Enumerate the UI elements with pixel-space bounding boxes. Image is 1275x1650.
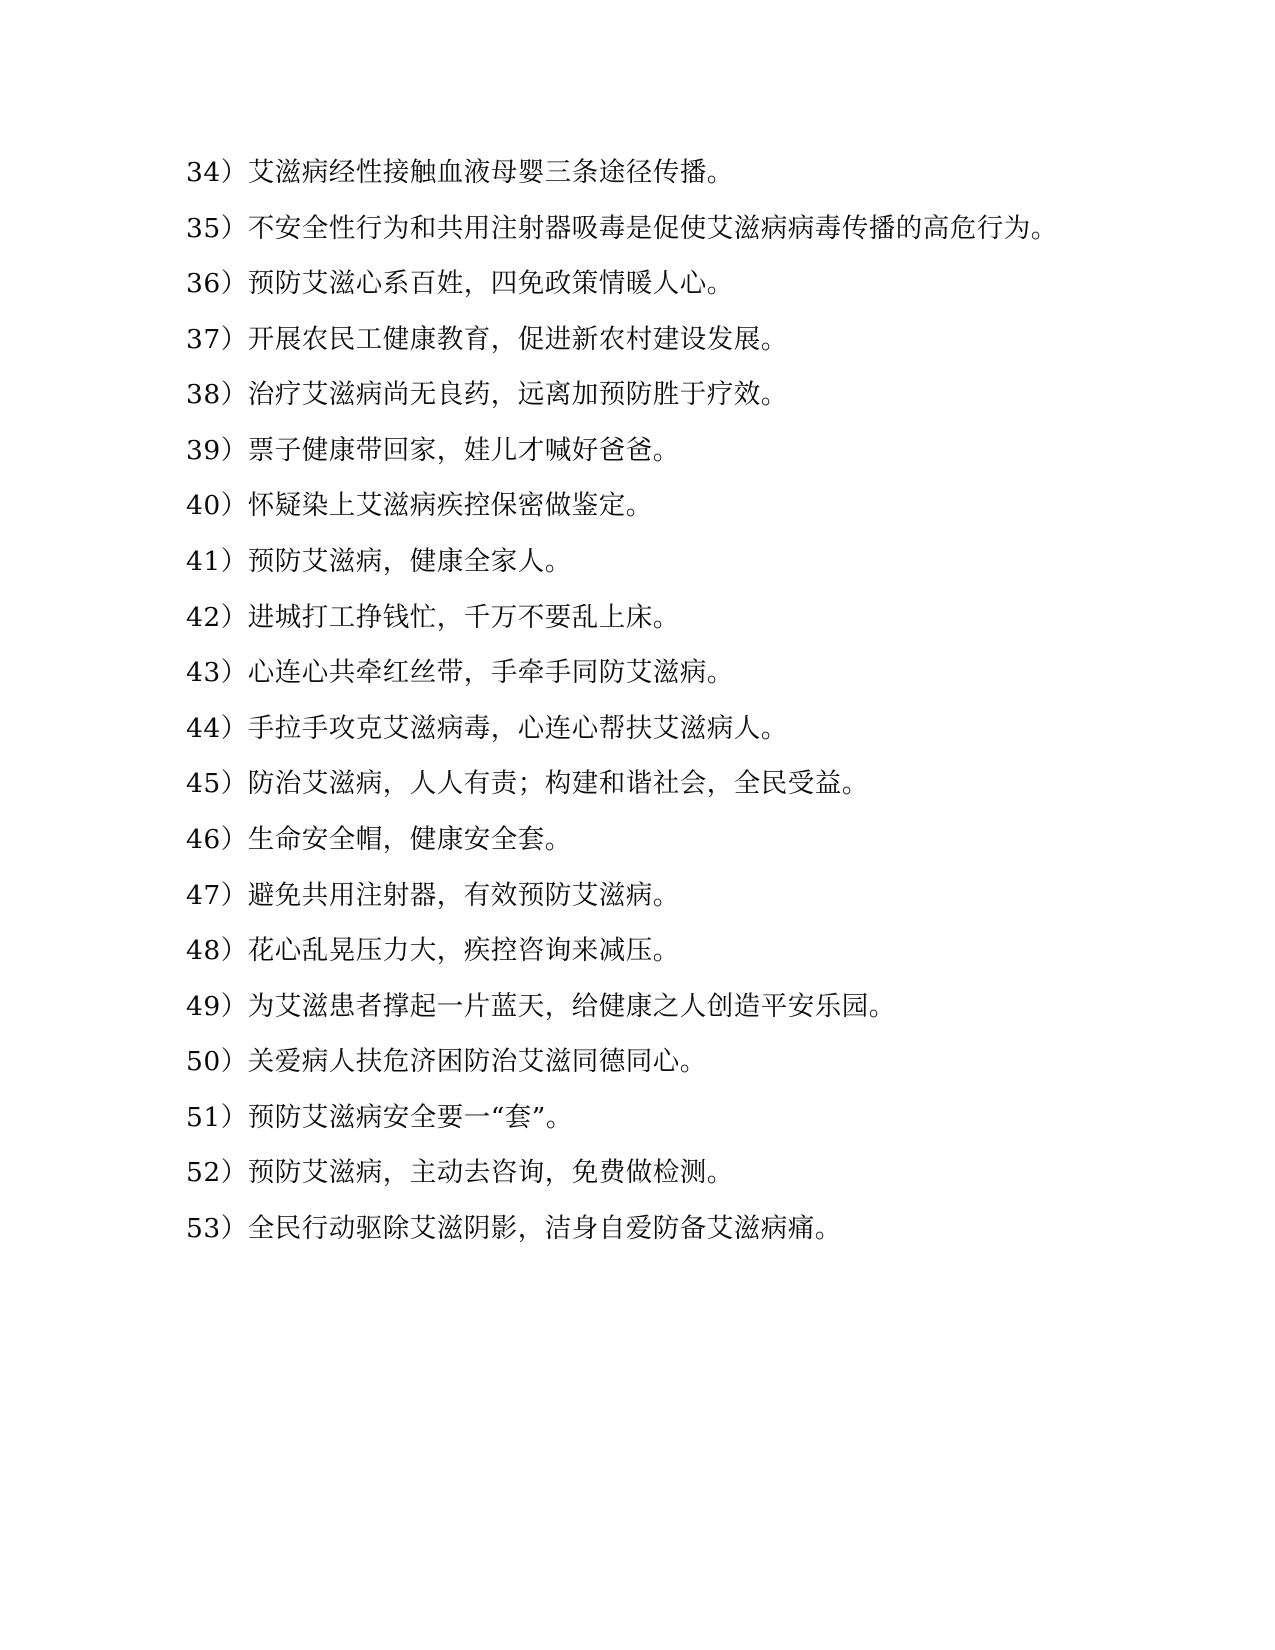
paragraph: 48）花心乱晃压力大，疾控咨询来减压。 [186,935,680,967]
paragraph: 50）关爱病人扶危济困防治艾滋同德同心。 [186,1046,707,1078]
paragraph: 53）全民行动驱除艾滋阴影，洁身自爱防备艾滋病痛。 [186,1212,842,1244]
paragraph: 44）手拉手攻克艾滋病毒，心连心帮扶艾滋病人。 [186,712,788,744]
paragraph: 47）避免共用注射器，有效预防艾滋病。 [186,879,680,911]
paragraph: 36）预防艾滋心系百姓，四免政策情暖人心。 [186,268,734,300]
paragraph: 41）预防艾滋病，健康全家人。 [186,546,572,578]
paragraph: 35）不安全性行为和共用注射器吸毒是促使艾滋病病毒传播的高危行为。 [186,212,1058,244]
paragraph: 42）进城打工挣钱忙，千万不要乱上床。 [186,601,680,633]
paragraph: 43）心连心共牵红丝带，手牵手同防艾滋病。 [186,657,734,689]
paragraph: 46）生命安全帽，健康安全套。 [186,823,572,855]
paragraph: 38）治疗艾滋病尚无良药，远离加预防胜于疗效。 [186,379,788,411]
document-body [130,150,1145,1252]
paragraph: 45）防治艾滋病，人人有责；构建和谐社会，全民受益。 [186,768,869,800]
paragraph: 34）艾滋病经性接触血液母婴三条途径传播。 [186,157,734,188]
paragraph: 52）预防艾滋病，主动去咨询，免费做检测。 [186,1157,734,1189]
paragraph: 51）预防艾滋病安全要一“套”。 [186,1101,573,1133]
paragraph: 49）为艾滋患者撑起一片蓝天，给健康之人创造平安乐园。 [186,990,896,1022]
paragraph: 39）票子健康带回家，娃儿才喊好爸爸。 [186,434,680,466]
paragraph: 37）开展农民工健康教育，促进新农村建设发展。 [186,323,788,355]
paragraph: 40）怀疑染上艾滋病疾控保密做鉴定。 [186,490,653,522]
